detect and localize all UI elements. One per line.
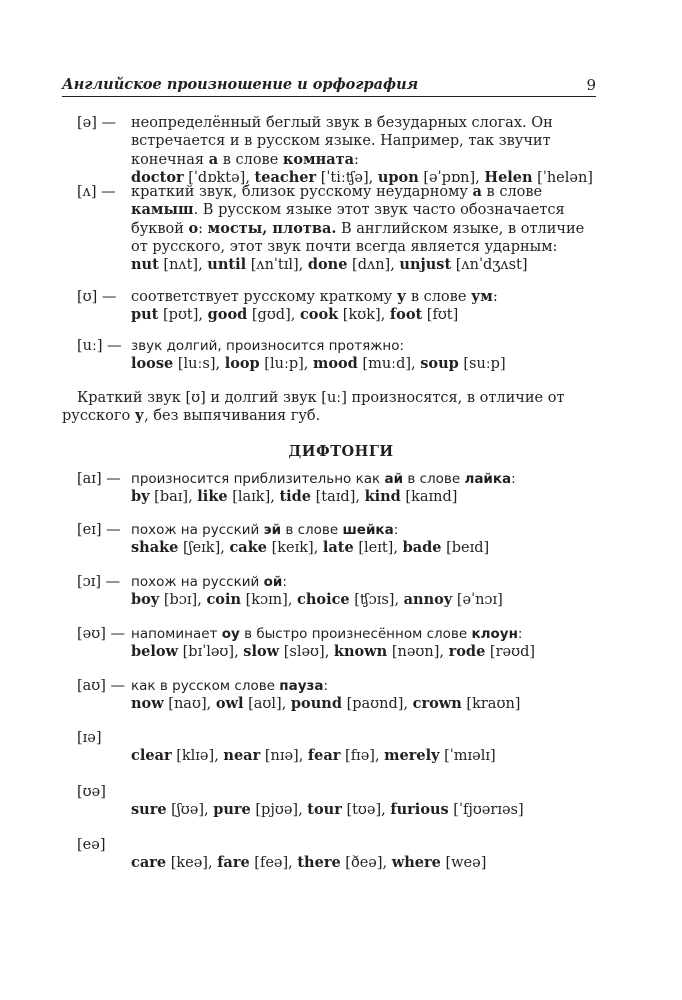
entry-examples: by [baɪ], like [laɪk], tide [taɪd], kind [kaɪnd] — [131, 488, 458, 506]
phonetic-symbol: [ɔɪ] — — [77, 574, 121, 590]
entry-description: краткий звук, близок русскому неударному а в слове камыш. В русском языке этот звук часто обозначается буквой о: мосты, плотва. В английском языке, в отличие от русского, этот звук почти всегда является ударным: — [131, 183, 585, 255]
phonetic-symbol: [aʊ] — — [77, 678, 126, 694]
entry-description — [131, 783, 598, 801]
entry-examples: boy [bɔɪ], coin [kɔɪn], choice [ʧɔɪs], annoy [əˈnɔɪ] — [131, 591, 503, 609]
phonetic-symbol: [ʊə] — [77, 784, 106, 800]
running-header — [62, 76, 596, 97]
entry-description: произносится приблизительно как ай в слове лайка: — [131, 471, 516, 487]
phonetic-symbol: [aɪ] — — [77, 471, 121, 487]
entry-examples: now [naʊ], owl [aʊl], pound [paʊnd], crown [kraʊn] — [131, 695, 521, 713]
entry-examples: clear [klɪə], near [nɪə], fear [fɪə], merely [ˈmɪəlɪ] — [131, 747, 496, 765]
entry-description: похож на русский эй в слове шейка: — [131, 522, 399, 538]
entry-examples: shake [ʃeɪk], cake [keɪk], late [leɪt], bade [beɪd] — [131, 539, 490, 557]
entry-diphthong-ue — [77, 783, 598, 820]
phonetic-symbol: [əʊ] — — [77, 626, 125, 642]
phonetic-symbol: [eə] — [77, 837, 106, 853]
phonetic-symbol: [uː] — — [77, 338, 122, 354]
entry-diphthong-ee — [77, 836, 598, 873]
entry-diphthong-ou — [77, 625, 598, 662]
entry-examples: sure [ʃʊə], pure [pjʊə], tour [tʊə], furious [ˈfjʊərɪəs] — [131, 801, 524, 819]
entry-diphthong-ie — [77, 729, 598, 766]
running-title: Английское произношение и орфография — [62, 76, 419, 93]
entry-description: соответствует русскому краткому у в слове ум: — [131, 288, 498, 305]
entry-description — [131, 729, 598, 747]
phonetic-symbol: [ə] — — [77, 115, 117, 131]
entry-examples: loose [luːs], loop [luːp], mood [muːd], soup [suːp] — [131, 355, 506, 373]
entry-examples: care [keə], fare [feə], there [ðeə], where [weə] — [131, 854, 487, 872]
entry-description: звук долгий, произносится протяжно: — [131, 338, 405, 354]
phonetic-symbol: [ɪə] — [77, 730, 102, 746]
entry-description: напоминает оу в быстро произнесённом слове клоун: — [131, 626, 523, 642]
entry-diphthong-ei — [77, 521, 598, 558]
entry-short-u — [77, 288, 598, 325]
phonetic-symbol: [ʌ] — — [77, 184, 116, 200]
page-number: 9 — [586, 76, 596, 94]
entry-examples: put [pʊt], good [gʊd], cook [kʊk], foot [fʊt] — [131, 306, 459, 324]
note-paragraph: Краткий звук [ʊ] и долгий звук [uː] произносятся, в отличие от русского у, без выпячивания губ. — [62, 390, 565, 425]
entry-long-u — [77, 337, 598, 374]
entry-diphthong-ai — [77, 470, 598, 507]
entry-examples: below [bɪˈləʊ], slow [sləʊ], known [nəʊn], rode [rəʊd] — [131, 643, 536, 661]
entry-examples: nut [nʌt], until [ʌnˈtɪl], done [dʌn], unjust [ʌnˈdʒʌst] — [131, 256, 528, 274]
phonetic-symbol: [ʊ] — — [77, 289, 117, 305]
entry-diphthong-oi — [77, 573, 598, 610]
entry-description: похож на русский ой: — [131, 574, 287, 590]
entry-examples: doctor [ˈdɒktə], teacher [ˈtiːʧə], upon [əˈpɒn], Helen [ˈhelən] — [131, 168, 593, 186]
phonetic-symbol: [eɪ] — — [77, 522, 121, 538]
section-title: ДИФТОНГИ — [288, 443, 394, 460]
entry-description — [131, 836, 598, 854]
entry-schwa — [77, 114, 598, 187]
entry-diphthong-au — [77, 677, 598, 714]
entry-description: неопределённый беглый звук в безударных слогах. Он встречается и в русском языке. Например, так звучит конечная а в слове комната: — [131, 115, 553, 168]
entry-wedge — [77, 183, 598, 274]
entry-description: как в русском слове пауза: — [131, 678, 329, 694]
